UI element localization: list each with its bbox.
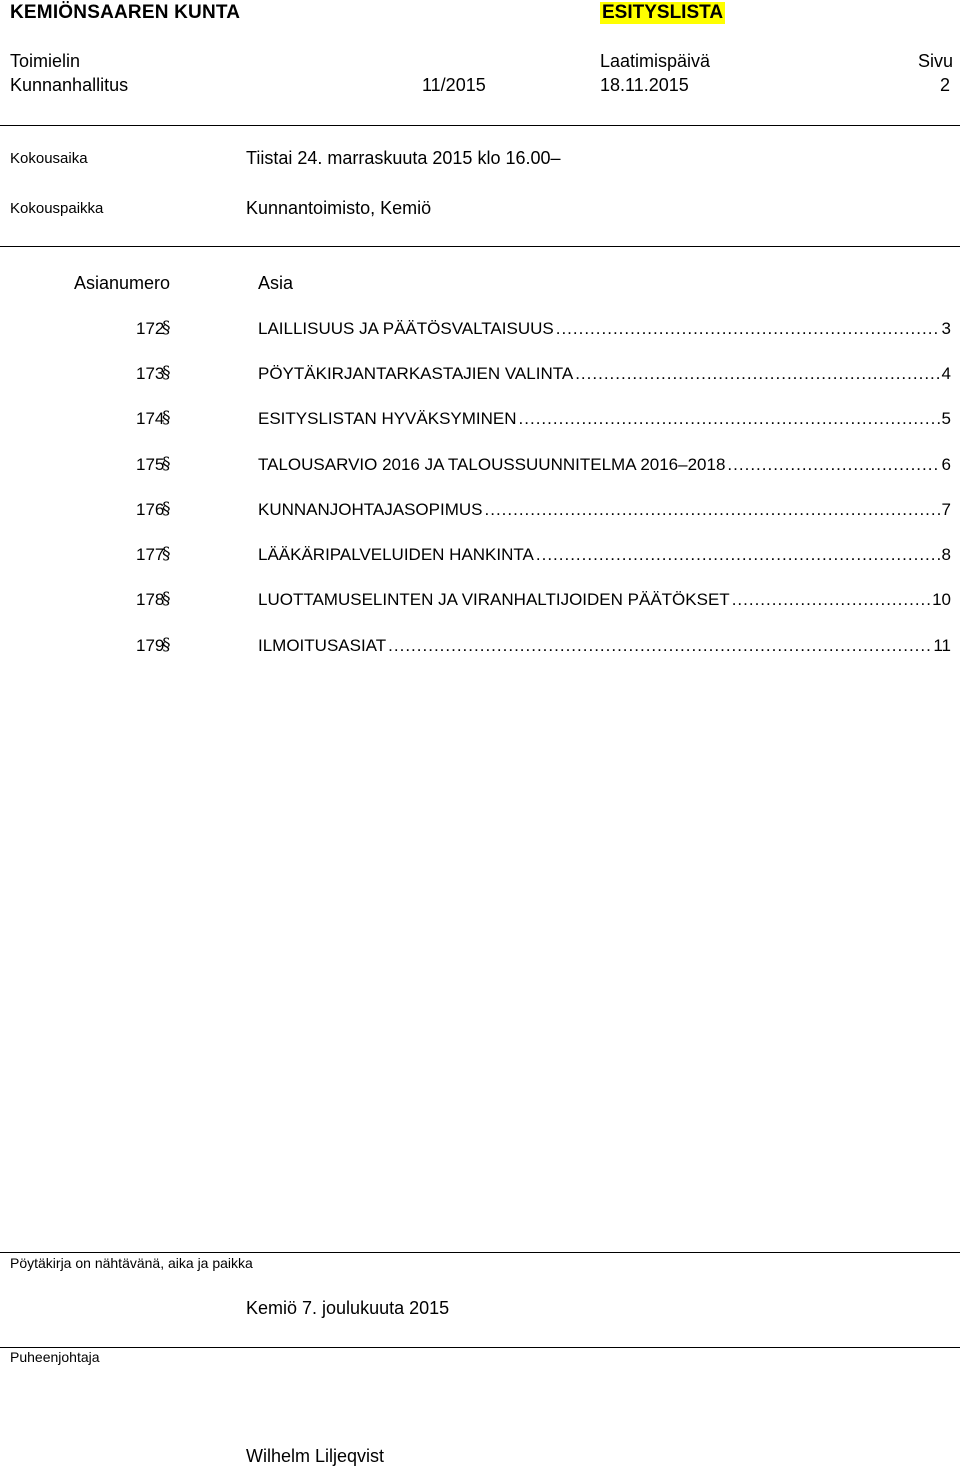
chair-name: Wilhelm Liljeqvist [246,1446,385,1466]
chair-label: Puheenjohtaja [10,1349,100,1365]
agenda-item-number: 172 [136,319,165,338]
page-number: 2 [940,75,951,95]
creation-date: 18.11.2015 [600,75,689,95]
agenda-item-page[interactable]: 7 [941,500,951,519]
agenda-item[interactable] [0,319,960,345]
section-symbol: § [162,544,171,564]
agenda-item-page[interactable]: 8 [941,545,951,564]
section-symbol: § [162,635,171,655]
section-symbol: § [162,318,171,338]
section-symbol: § [162,363,171,383]
dot-leader [519,409,940,429]
agenda-item-number: 179 [136,636,165,655]
meeting-time-label: Kokousaika [10,150,88,167]
meeting-place-label: Kokouspaikka [10,200,104,217]
agenda-item-page[interactable]: 6 [941,455,951,474]
dot-leader [485,500,940,520]
agenda-item-number: 176 [136,500,165,519]
dot-leader [727,455,939,475]
body-value: Kunnanhallitus [10,75,129,95]
agenda-item-number: 177 [136,545,165,564]
agenda-item-title[interactable]: TALOUSARVIO 2016 JA TALOUSSUUNNITELMA 2016–2018 [258,455,726,474]
agenda-item[interactable] [0,545,960,571]
agenda-item-title[interactable]: ILMOITUSASIAT [258,636,387,655]
dot-leader [732,590,930,610]
agenda-item[interactable] [0,409,960,435]
agenda-item[interactable] [0,636,960,662]
agenda-item-page[interactable]: 11 [933,636,951,655]
agenda-item-page[interactable]: 3 [941,319,951,338]
dot-leader [575,364,939,384]
chair-divider [0,1347,960,1348]
agenda-item-title[interactable]: LÄÄKÄRIPALVELUIDEN HANKINTA [258,545,534,564]
section-symbol: § [162,589,171,609]
section-symbol: § [162,408,171,428]
agenda-item-number: 174 [136,409,165,428]
agenda-item-title[interactable]: LAILLISUUS JA PÄÄTÖSVALTAISUUS [258,319,554,338]
agenda-item[interactable] [0,455,960,481]
organization-name: KEMIÖNSAAREN KUNTA [10,2,241,23]
body-label: Toimielin [10,51,81,71]
agenda-item-title[interactable]: PÖYTÄKIRJANTARKASTAJIEN VALINTA [258,364,574,383]
document-type-badge: ESITYSLISTA [602,2,724,23]
meeting-time: Tiistai 24. marraskuuta 2015 klo 16.00– [246,148,561,168]
agenda-item-title[interactable]: KUNNANJOHTAJASOPIMUS [258,500,483,519]
toc-item-header: Asia [258,273,294,293]
footer-divider [0,1252,960,1253]
minutes-availability-value: Kemiö 7. joulukuuta 2015 [246,1298,450,1318]
meeting-divider [0,246,960,247]
minutes-availability-label: Pöytäkirja on nähtävänä, aika ja paikka [10,1255,253,1271]
agenda-item-page[interactable]: 10 [932,590,951,609]
agenda-item[interactable] [0,590,960,616]
agenda-item-page[interactable]: 4 [941,364,951,383]
date-label: Laatimispäivä [600,51,711,71]
agenda-item-page[interactable]: 5 [941,409,951,428]
section-symbol: § [162,454,171,474]
toc-number-header: Asianumero [74,273,171,293]
agenda-item-title[interactable]: LUOTTAMUSELINTEN JA VIRANHALTIJOIDEN PÄÄTÖKSET [258,590,730,609]
agenda-item-number: 173 [136,364,165,383]
section-symbol: § [162,499,171,519]
agenda-item[interactable] [0,364,960,390]
dot-leader [388,636,931,656]
dot-leader [536,545,940,565]
dot-leader [556,319,940,339]
agenda-item-number: 175 [136,455,165,474]
agenda-item-number: 178 [136,590,165,609]
meeting-place: Kunnantoimisto, Kemiö [246,198,432,218]
header-divider [0,125,960,126]
agenda-item[interactable] [0,500,960,526]
page-label: Sivu [918,51,954,71]
meeting-number: 11/2015 [422,75,486,95]
agenda-item-title[interactable]: ESITYSLISTAN HYVÄKSYMINEN [258,409,517,428]
